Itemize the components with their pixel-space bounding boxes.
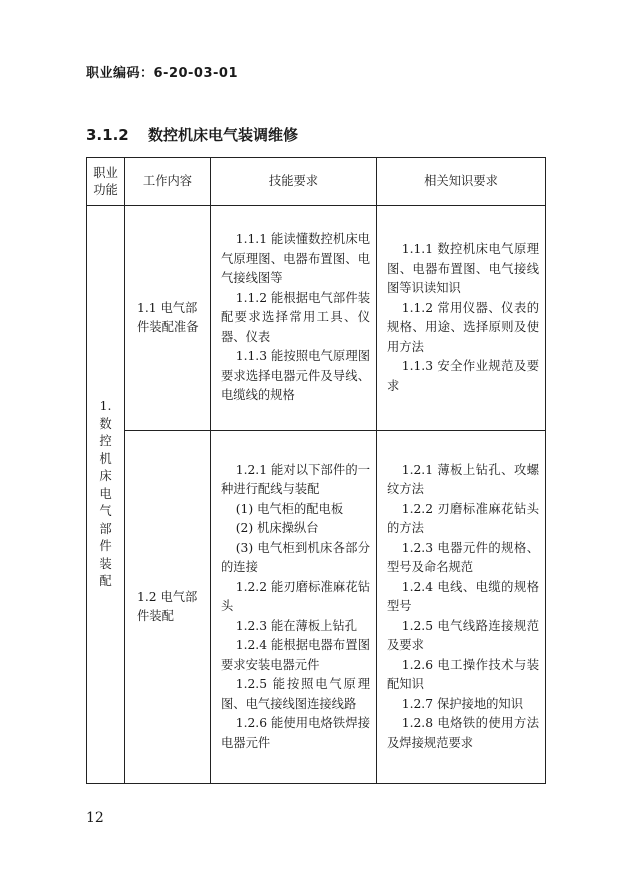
knowledge-item: 1.2.5 电气线路连接规范及要求 [387, 618, 539, 653]
skill-item: 1.2.4 能根据电器布置图要求安装电器元件 [221, 638, 370, 672]
function-char: 配 [99, 574, 112, 589]
knowledge-item: 1.2.2 刃磨标准麻花钻头的方法 [387, 501, 539, 536]
skill-item: 1.1.1 能读懂数控机床电气原理图、电器布置图、电气接线图等 [221, 232, 370, 286]
function-char: 电 [99, 486, 112, 501]
header-work: 工作内容 [125, 158, 211, 206]
knowledge-item: 1.2.4 电线、电缆的规格型号 [387, 579, 539, 614]
section-heading [86, 124, 298, 145]
skill-item: 1.2.1 能对以下部件的一种进行配线与装配 [221, 462, 370, 497]
knowledge-item: 1.1.3 安全作业规范及要求 [387, 359, 539, 393]
knowledge-item: 1.2.7 保护接地的知识 [401, 696, 524, 711]
work-content-cell: 1.2 电气部件装配 [125, 431, 211, 784]
header-function-text: 职业 功能 [93, 165, 118, 197]
skill-cell [211, 206, 377, 431]
function-char: 床 [99, 469, 112, 484]
page-number: 12 [86, 810, 104, 826]
table-row [87, 431, 546, 784]
section-title: 数控机床电气装调维修 [147, 126, 298, 144]
skill-item: (2) 机床操纵台 [235, 521, 319, 536]
function-char: 装 [99, 556, 112, 571]
knowledge-item: 1.1.2 常用仪器、仪表的规格、用途、选择原则及使用方法 [387, 300, 539, 354]
skill-item: (1) 电气柜的配电板 [235, 501, 344, 516]
knowledge-item: 1.1.1 数控机床电气原理图、电器布置图、电气接线图等识读知识 [387, 242, 539, 295]
table-row [87, 206, 546, 431]
function-char: 控 [99, 434, 112, 449]
knowledge-item: 1.2.8 电烙铁的使用方法及焊接规范要求 [387, 716, 539, 750]
function-char: 1. [99, 399, 112, 414]
knowledge-item: 1.2.3 电器元件的规格、型号及命名规范 [387, 540, 539, 575]
skill-item: 1.2.2 能刃磨标准麻花钻头 [221, 579, 370, 614]
skill-cell [211, 431, 377, 784]
header-function [87, 158, 125, 206]
occupation-code: 职业编码：6-20-03-01 [86, 66, 239, 81]
skill-item: 1.2.6 能使用电烙铁焊接电器元件 [221, 716, 370, 750]
knowledge-cell [377, 431, 546, 784]
header-knowledge: 相关知识要求 [377, 158, 546, 206]
skill-item: 1.2.5 能按照电气原理图、电气接线图连接线路 [221, 677, 370, 711]
function-char: 部 [99, 521, 112, 536]
function-char: 机 [99, 451, 112, 466]
work-content-cell: 1.1 电气部件装配准备 [125, 206, 211, 431]
table-header-row [87, 158, 546, 206]
knowledge-cell [377, 206, 546, 431]
skill-item: (3) 电气柜到机床各部分的连接 [221, 540, 370, 575]
function-cell [87, 206, 125, 784]
knowledge-item: 1.2.1 薄板上钻孔、攻螺纹方法 [387, 462, 539, 497]
skill-item: 1.1.2 能根据电气部件装配要求选择常用工具、仪器、仪表 [221, 290, 370, 344]
header-skill: 技能要求 [211, 158, 377, 206]
function-char: 件 [99, 539, 112, 554]
function-char: 数 [99, 416, 112, 431]
skill-item: 1.1.3 能按照电气原理图要求选择电器元件及导线、电缆线的规格 [221, 349, 370, 403]
function-char: 气 [99, 504, 112, 519]
skill-item: 1.2.3 能在薄板上钻孔 [235, 618, 358, 633]
skills-table [86, 157, 546, 784]
section-number: 3.1.2 [86, 126, 129, 144]
knowledge-item: 1.2.6 电工操作技术与装配知识 [387, 657, 539, 692]
